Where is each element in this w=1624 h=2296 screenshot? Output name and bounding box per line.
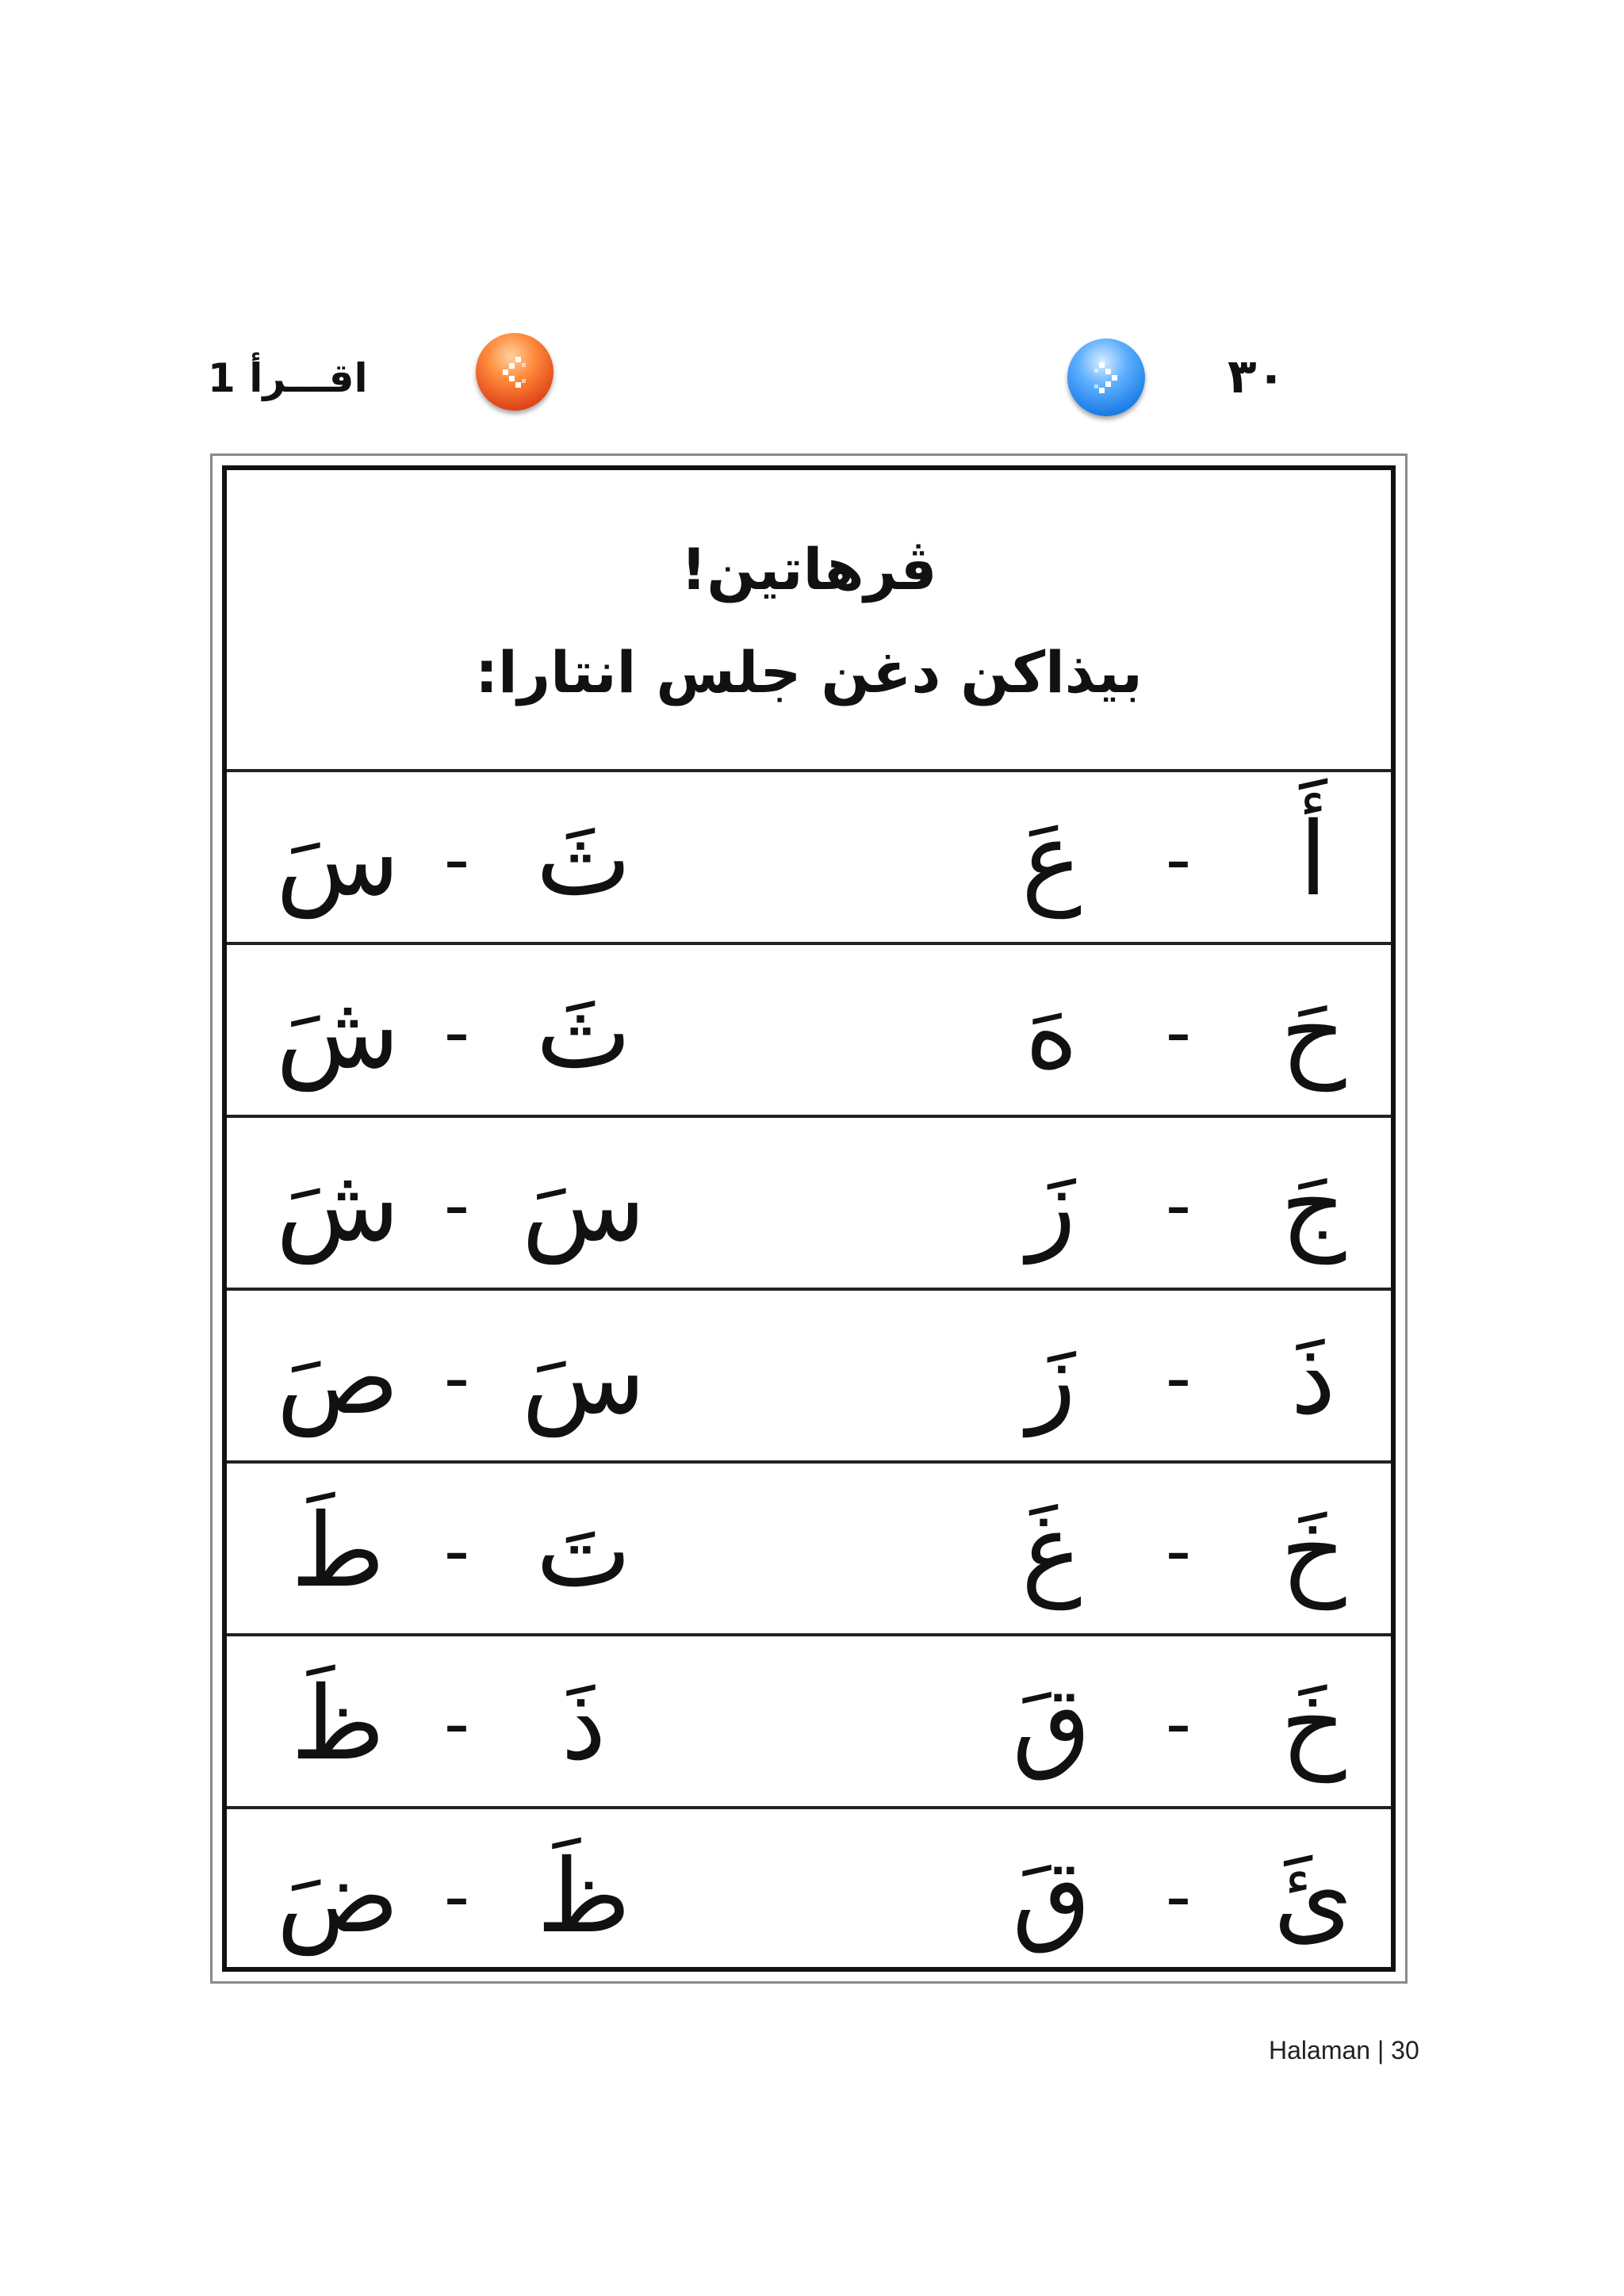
letter: ئَ (1273, 1838, 1354, 1956)
separator: - (443, 1682, 470, 1766)
letter-pair-right (933, 1319, 1377, 1438)
letter: سَ (521, 1146, 646, 1265)
letter: ظَ (536, 1838, 631, 1956)
letter-pair-left (274, 1319, 718, 1438)
separator: - (443, 1164, 470, 1247)
table-row (227, 1291, 1391, 1464)
letter: حَ (1280, 974, 1346, 1092)
letter: سَ (521, 1319, 646, 1437)
letter-pair-left (274, 801, 718, 920)
page-number-arabic: ٣٠ (1228, 349, 1286, 404)
letter: عَ (1021, 801, 1082, 919)
letter: شَ (275, 974, 400, 1092)
letter: زَ (1027, 1146, 1076, 1265)
letter: هَ (1025, 974, 1078, 1092)
table-row (227, 772, 1391, 945)
letter: جَ (1280, 1146, 1346, 1265)
separator: - (443, 818, 470, 901)
separator: - (1165, 1337, 1192, 1420)
letter-pair-right (933, 801, 1377, 920)
separator: - (1165, 991, 1192, 1074)
letter-pair-left (274, 974, 718, 1093)
letter: زَ (1027, 1319, 1076, 1437)
letter: ذَ (561, 1665, 607, 1783)
letter-pair-right (933, 1492, 1377, 1611)
letter: سَ (275, 801, 400, 919)
letter: ذَ (1290, 1319, 1336, 1437)
letter-pair-left (274, 1665, 718, 1784)
table-row (227, 1118, 1391, 1291)
exercise-frame (210, 453, 1408, 1984)
letter: ظَ (290, 1665, 385, 1783)
table-row (227, 1464, 1391, 1636)
letter: ثَ (535, 974, 632, 1092)
letter-rows (227, 772, 1391, 1984)
letter: ضَ (276, 1838, 400, 1956)
letter: قَ (1012, 1665, 1091, 1783)
table-row (227, 1636, 1391, 1809)
separator: - (1165, 818, 1192, 901)
letter-pair-left (274, 1146, 718, 1265)
separator: - (443, 1510, 470, 1593)
instruction-heading: ڤرهاتين! (680, 536, 937, 603)
letter: صَ (276, 1319, 400, 1437)
separator: - (1165, 1510, 1192, 1593)
table-row (227, 1809, 1391, 1984)
book-number: 1 (208, 355, 236, 401)
letter: خَ (1280, 1492, 1346, 1610)
letter-pair-right (933, 974, 1377, 1093)
chevron-left-icon (476, 333, 553, 411)
letter: غَ (1021, 1492, 1082, 1610)
separator: - (1165, 1855, 1192, 1938)
letter: قَ (1012, 1838, 1091, 1956)
separator: - (443, 991, 470, 1074)
letter-pair-left (274, 1492, 718, 1611)
separator: - (1165, 1164, 1192, 1247)
prev-page-button[interactable] (476, 333, 553, 411)
separator: - (443, 1337, 470, 1420)
page-header (0, 0, 1624, 476)
page-footer: Halaman | 30 (1269, 2036, 1419, 2064)
instruction-cell (227, 470, 1391, 772)
book-title (208, 355, 392, 401)
letter: تَ (535, 1492, 632, 1610)
letter-pair-right (933, 1665, 1377, 1784)
next-page-button[interactable] (1067, 339, 1145, 416)
exercise-table (222, 465, 1396, 1972)
letter: طَ (290, 1492, 385, 1610)
table-row (227, 945, 1391, 1118)
book-title-text: اقـــرأ (249, 355, 368, 401)
chevron-right-icon (1067, 339, 1145, 416)
letter-pair-right (933, 1838, 1377, 1957)
separator: - (1165, 1682, 1192, 1766)
letter: شَ (275, 1146, 400, 1265)
letter: خَ (1280, 1665, 1346, 1783)
letter-pair-left (274, 1838, 718, 1957)
letter: أَ (1299, 801, 1327, 919)
instruction-text: بيذاكن دغن جلس انتارا: (475, 639, 1143, 706)
letter: ثَ (535, 801, 632, 919)
letter-pair-right (933, 1146, 1377, 1265)
separator: - (443, 1855, 470, 1938)
